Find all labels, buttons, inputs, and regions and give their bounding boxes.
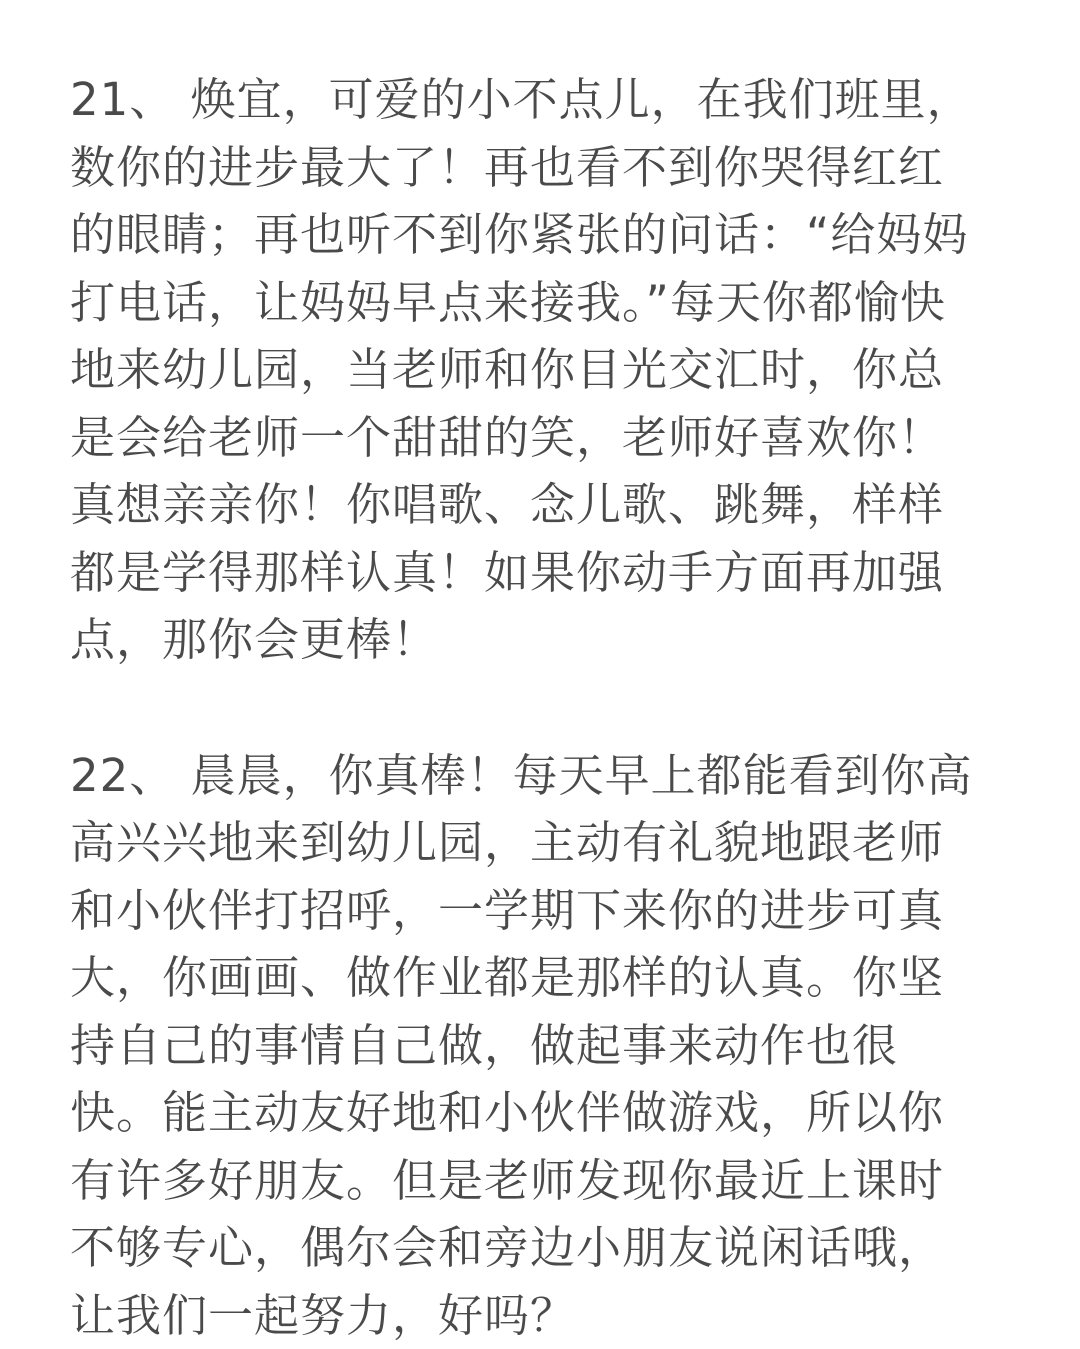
- text-line: 大，你画画、做作业都是那样的认真。你坚: [70, 944, 1020, 1012]
- text-line: 有许多好朋友。但是老师发现你最近上课时: [70, 1147, 1020, 1215]
- text-line: 不够专心，偶尔会和旁边小朋友说闲话哦，: [70, 1214, 1020, 1282]
- text-line: 数你的进步最大了！再也看不到你哭得红红: [70, 134, 1020, 202]
- paragraph-21: [70, 66, 1020, 674]
- text-line: 高兴兴地来到幼儿园，主动有礼貌地跟老师: [70, 809, 1020, 877]
- text-line: 22、 晨晨，你真棒！每天早上都能看到你高: [70, 742, 1020, 810]
- document-body: [70, 66, 1020, 1349]
- text-line: 是会给老师一个甜甜的笑，老师好喜欢你！: [70, 404, 1020, 472]
- text-line: 的眼睛；再也听不到你紧张的问话：“给妈妈: [70, 201, 1020, 269]
- text-line: 和小伙伴打招呼，一学期下来你的进步可真: [70, 877, 1020, 945]
- text-line: 让我们一起努力，好吗？: [70, 1282, 1020, 1349]
- text-line: 点，那你会更棒！: [70, 606, 1020, 674]
- text-line: 打电话，让妈妈早点来接我。”每天你都愉快: [70, 269, 1020, 337]
- text-line: 都是学得那样认真！如果你动手方面再加强: [70, 539, 1020, 607]
- text-line: 真想亲亲你！你唱歌、念儿歌、跳舞，样样: [70, 471, 1020, 539]
- text-line: 持自己的事情自己做，做起事来动作也很: [70, 1012, 1020, 1080]
- paragraph-22: [70, 742, 1020, 1349]
- text-line: 地来幼儿园，当老师和你目光交汇时，你总: [70, 336, 1020, 404]
- paragraph-spacer: [70, 674, 1020, 742]
- text-line: 21、 焕宜，可爱的小不点儿，在我们班里，: [70, 66, 1020, 134]
- text-line: 快。能主动友好地和小伙伴做游戏，所以你: [70, 1079, 1020, 1147]
